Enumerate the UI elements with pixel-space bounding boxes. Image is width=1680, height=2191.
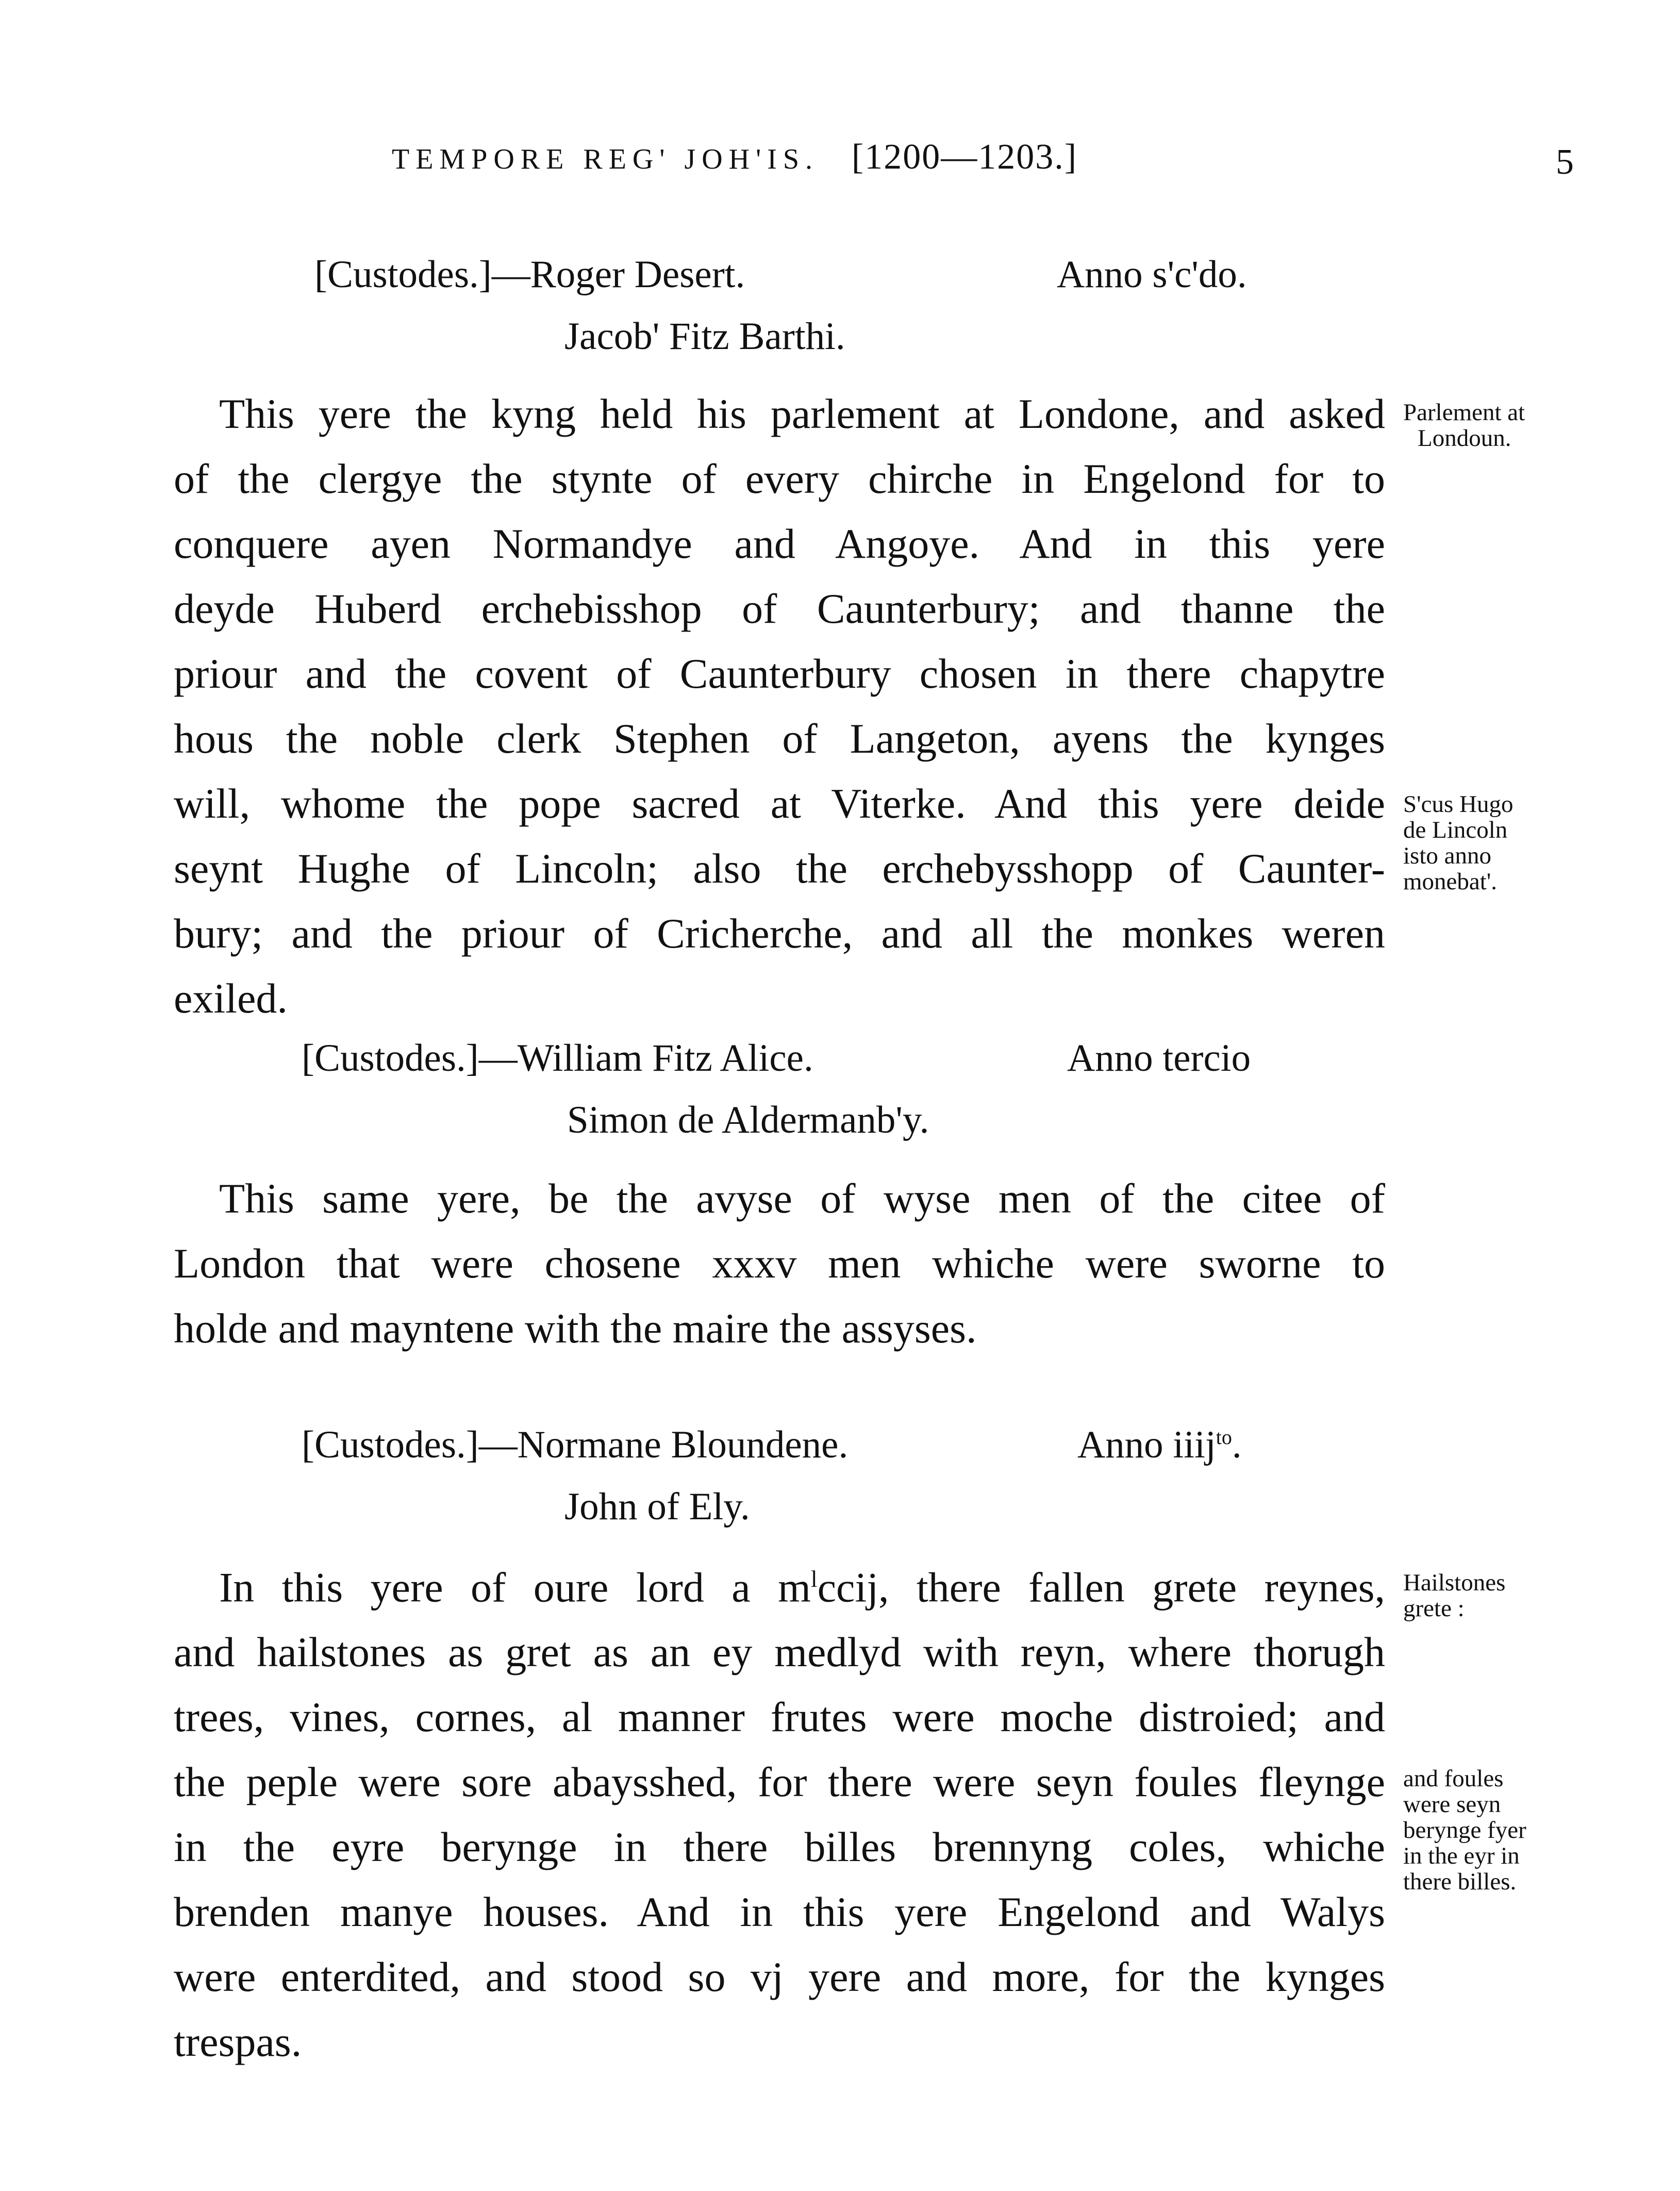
- text-line: and hailstones as gret as an ey medlyd with reyn, where thorugh: [174, 1629, 1385, 1676]
- text-line: trespas.: [174, 2018, 302, 2066]
- text-line: priour and the covent of Caunterbury chosen in there chapytre: [174, 650, 1385, 697]
- text-line: holde and mayntene with the maire the assyses.: [174, 1305, 977, 1352]
- marginal-line: de Lincoln: [1403, 817, 1508, 843]
- paragraph: [174, 1166, 1385, 1361]
- text-line: brenden manye houses. And in this yere Engelond and Walys: [174, 1888, 1385, 1936]
- anno-end: .: [1232, 1423, 1242, 1466]
- custodes-heading: [Custodes.]—Roger Desert.: [314, 253, 745, 296]
- text-segment: In this yere of oure lord a m: [219, 1564, 811, 1611]
- text-line: of the clergye the stynte of every chirche in Engelond for to: [174, 455, 1385, 502]
- text-line: were enterdited, and stood so vj yere and more, for the kynges: [174, 1953, 1385, 2001]
- text-line: deyde Huberd erchebisshop of Caunterbury; and thanne the: [174, 585, 1385, 632]
- anno-label: Anno tercio: [1067, 1037, 1251, 1080]
- paragraph: [174, 381, 1385, 1031]
- running-title: TEMPORE REG' JOH'IS.: [392, 143, 819, 175]
- marginal-line: there billes.: [1403, 1868, 1517, 1895]
- marginal-line: in the eyr in: [1403, 1843, 1520, 1869]
- text-line: hous the noble clerk Stephen of Langeton, ayens the kynges: [174, 715, 1385, 762]
- custodes-heading: [Custodes.]—William Fitz Alice.: [302, 1037, 813, 1080]
- marginal-line: S'cus Hugo: [1403, 791, 1513, 818]
- custodes-second-name: John of Ely.: [564, 1485, 750, 1528]
- marginal-note: [1403, 791, 1573, 894]
- marginal-line: Parlement at: [1403, 399, 1525, 426]
- text-segment: ccij, there fallen grete reynes,: [817, 1564, 1385, 1611]
- text-line: This yere the kyng held his parlement at Londone, and asked: [219, 390, 1385, 437]
- marginal-line: were seyn: [1403, 1791, 1501, 1818]
- text-line: bury; and the priour of Cricherche, and all the monkes weren: [174, 910, 1385, 957]
- text-line: the peple were sore abaysshed, for there were seyn foules fleynge: [174, 1758, 1385, 1806]
- text-line: in the eyre berynge in there billes brennyng coles, whiche: [174, 1823, 1385, 1871]
- text-line: This same yere, be the avyse of wyse men of the citee of: [219, 1175, 1385, 1222]
- text-line: exiled.: [174, 975, 288, 1022]
- running-header: [392, 137, 1077, 178]
- marginal-line: and foules: [1403, 1765, 1504, 1792]
- anno-text: Anno iiij: [1077, 1423, 1216, 1466]
- text-line: trees, vines, cornes, al manner frutes were moche distroied; and: [174, 1694, 1385, 1741]
- date-range: [1200—1203.]: [852, 137, 1078, 177]
- anno-label: Anno s'c'do.: [1057, 253, 1247, 296]
- anno-superscript: to: [1216, 1425, 1232, 1449]
- marginal-line: Hailstones: [1403, 1569, 1506, 1596]
- marginal-note: [1403, 400, 1573, 451]
- custodes-second-name: Simon de Aldermanb'y.: [567, 1099, 929, 1141]
- anno-label: [1077, 1423, 1242, 1467]
- superscript: l: [810, 1566, 818, 1592]
- text-line: will, whome the pope sacred at Viterke. And this yere deide: [174, 780, 1385, 827]
- text-line: [174, 1547, 1385, 1620]
- marginal-line: Londoun.: [1418, 425, 1511, 452]
- marginal-note: [1403, 1570, 1573, 1621]
- paragraph: [174, 1547, 1385, 2074]
- marginal-line: isto anno: [1403, 842, 1492, 869]
- text-line: conquere ayen Normandye and Angoye. And in this yere: [174, 520, 1385, 567]
- text-line: seynt Hughe of Lincoln; also the erchebysshopp of Caunter-: [174, 845, 1385, 892]
- marginal-line: grete :: [1403, 1595, 1465, 1622]
- custodes-heading: [Custodes.]—Normane Bloundene.: [302, 1423, 849, 1466]
- custodes-second-name: Jacob' Fitz Barthi.: [564, 315, 845, 358]
- marginal-line: berynge fyer: [1403, 1817, 1526, 1844]
- marginal-note: [1403, 1766, 1573, 1895]
- text-line: London that were chosene xxxv men whiche were sworne to: [174, 1240, 1385, 1287]
- page-number: 5: [1556, 142, 1574, 182]
- marginal-line: monebat'.: [1403, 868, 1498, 895]
